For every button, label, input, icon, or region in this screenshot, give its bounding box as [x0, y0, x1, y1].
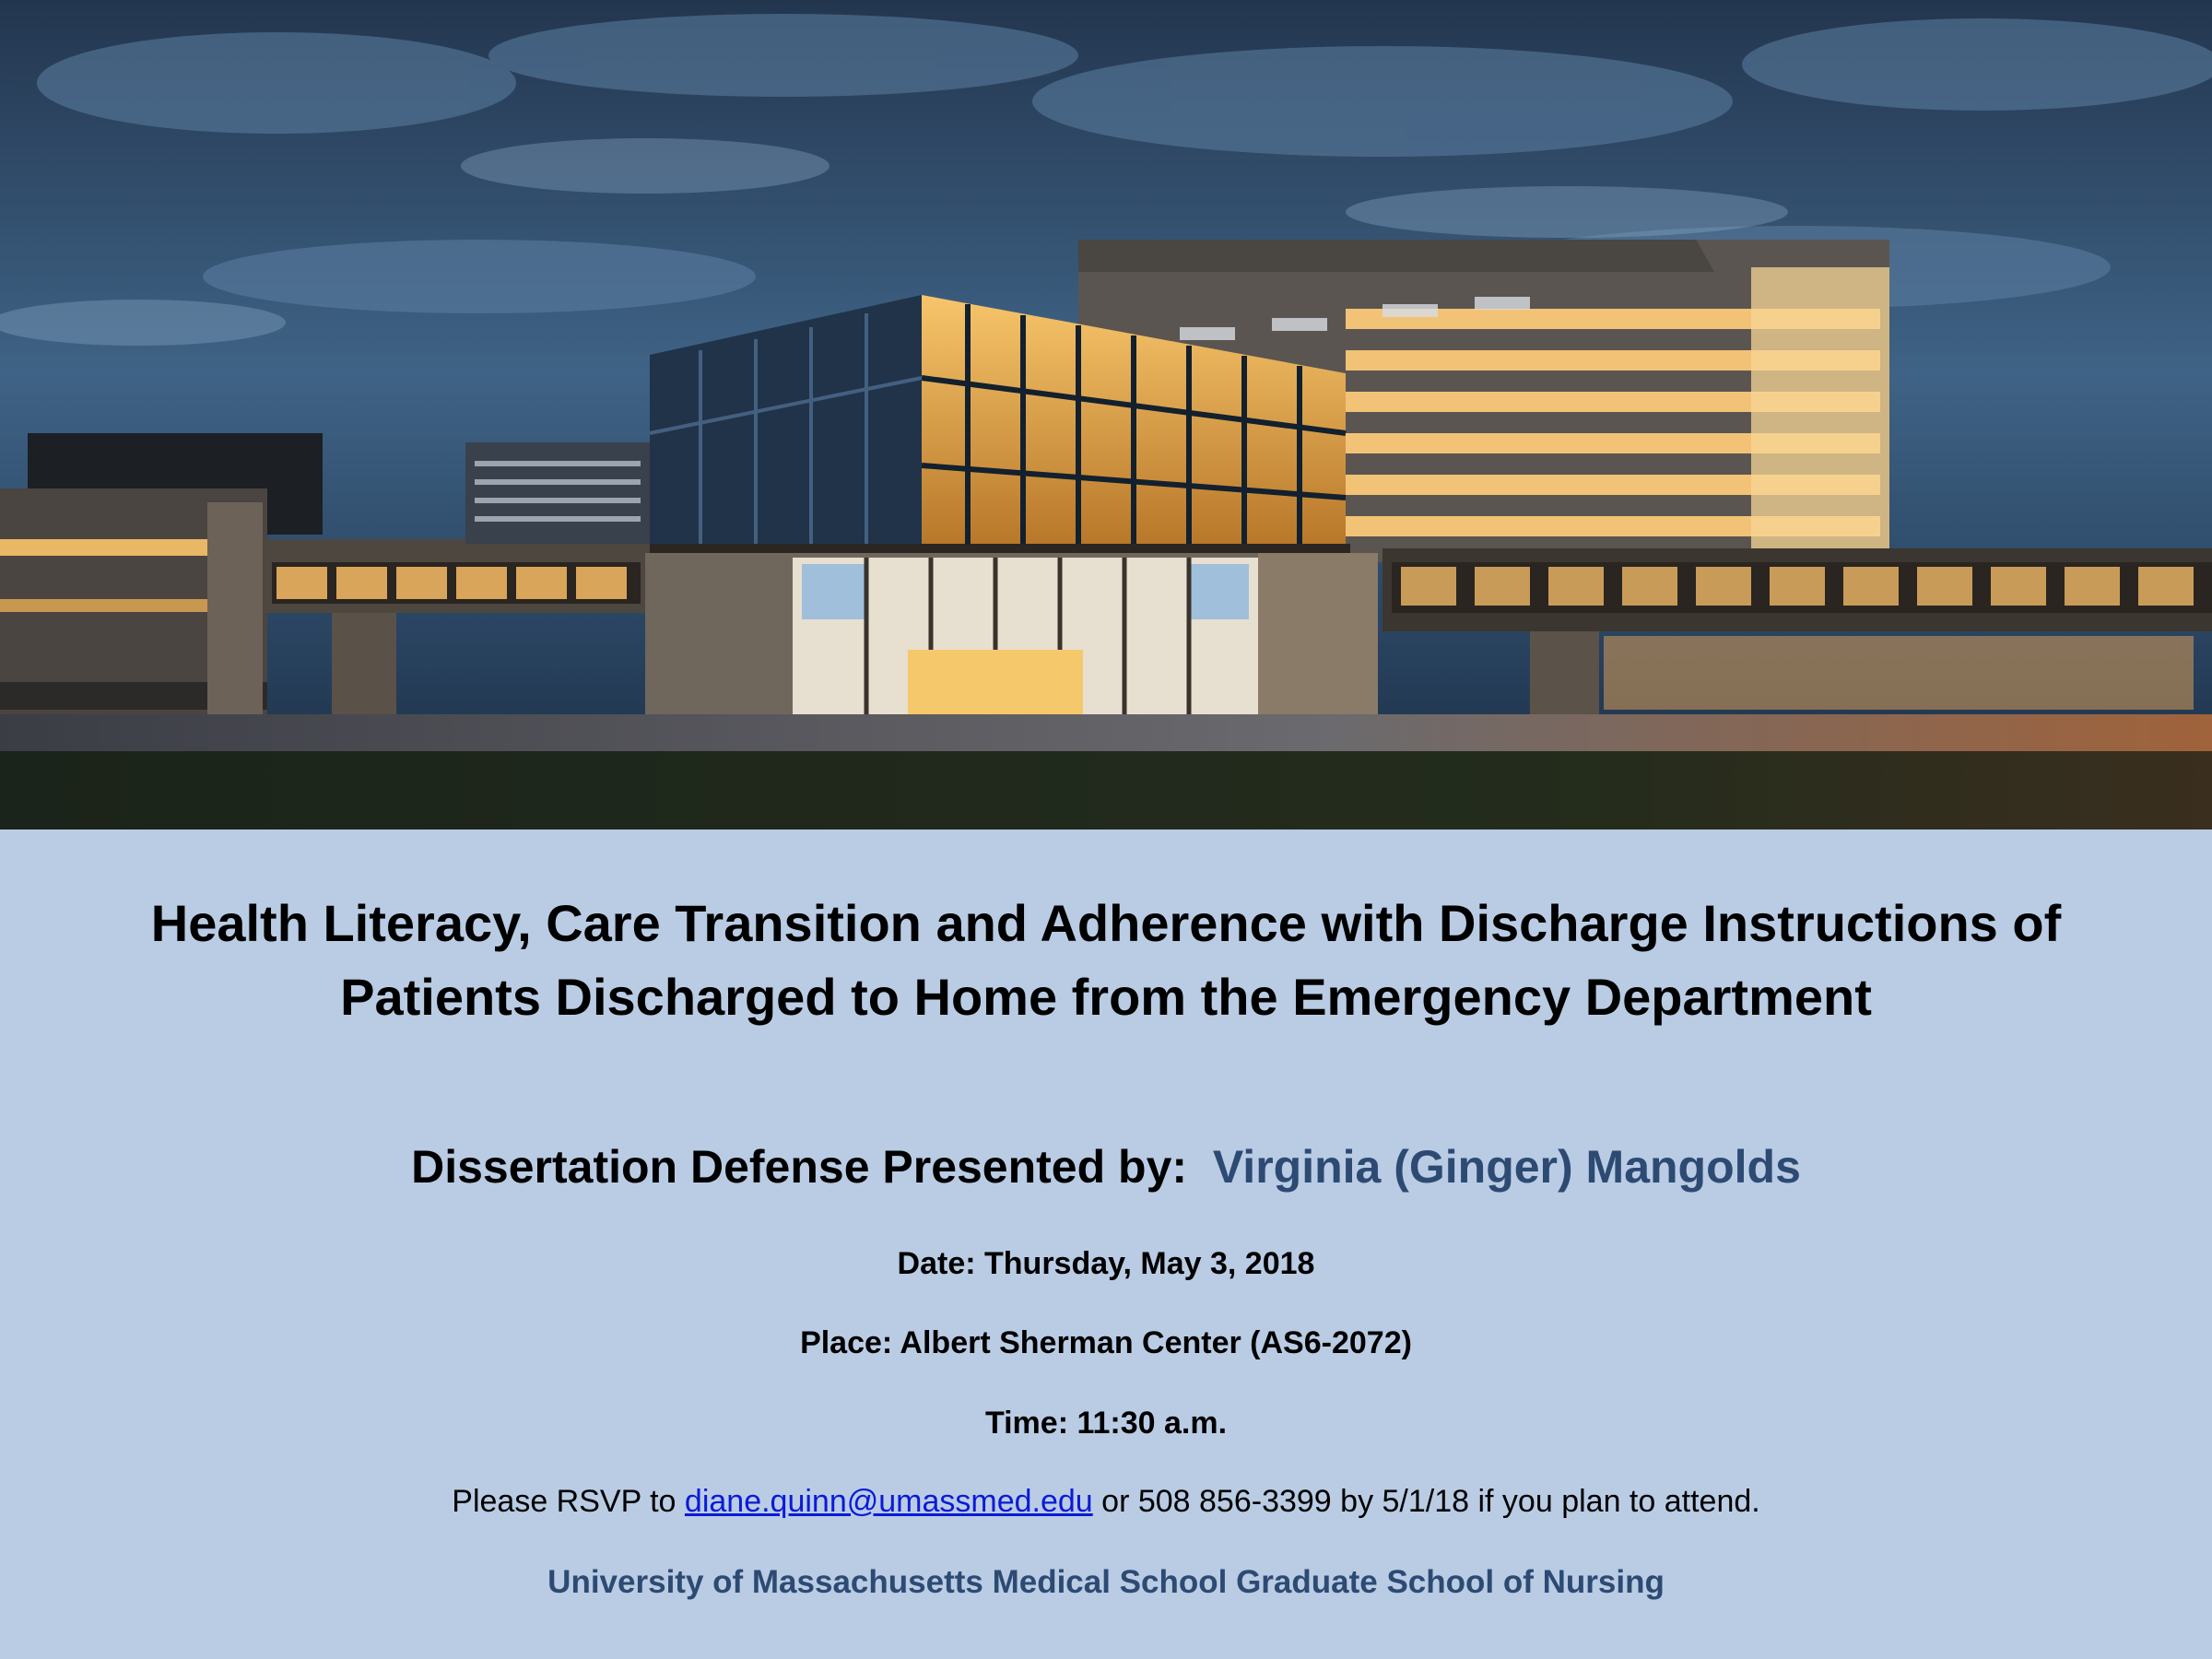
place-line: Place: Albert Sherman Center (AS6-2072)	[800, 1325, 1412, 1360]
title-line-1: Health Literacy, Care Transition and Adherence with Discharge Instructions of	[150, 894, 2062, 952]
rsvp-suffix: or 508 856-3399 by 5/1/18 if you plan to attend.	[1101, 1484, 1760, 1519]
time-line: Time: 11:30 a.m.	[984, 1406, 1228, 1441]
presenter-line	[0, 1137, 2212, 1196]
title-line-2: Patients Discharged to Home from the Emergency Department	[340, 968, 1872, 1026]
presenter-label: Dissertation Defense Presented by:	[411, 1141, 1188, 1193]
rsvp-line	[0, 1480, 2212, 1523]
school-name: University of Massachusetts Medical School Graduate School of Nursing	[547, 1564, 1665, 1600]
date-line: Date: Thursday, May 3, 2018	[897, 1246, 1315, 1281]
event-details	[0, 830, 2212, 1659]
presenter-name: Virginia (Ginger) Mangolds	[1212, 1141, 1801, 1193]
rsvp-email-link[interactable]: diane.quinn@umassmed.edu	[684, 1484, 1093, 1519]
rsvp-prefix: Please RSVP to	[452, 1484, 677, 1519]
